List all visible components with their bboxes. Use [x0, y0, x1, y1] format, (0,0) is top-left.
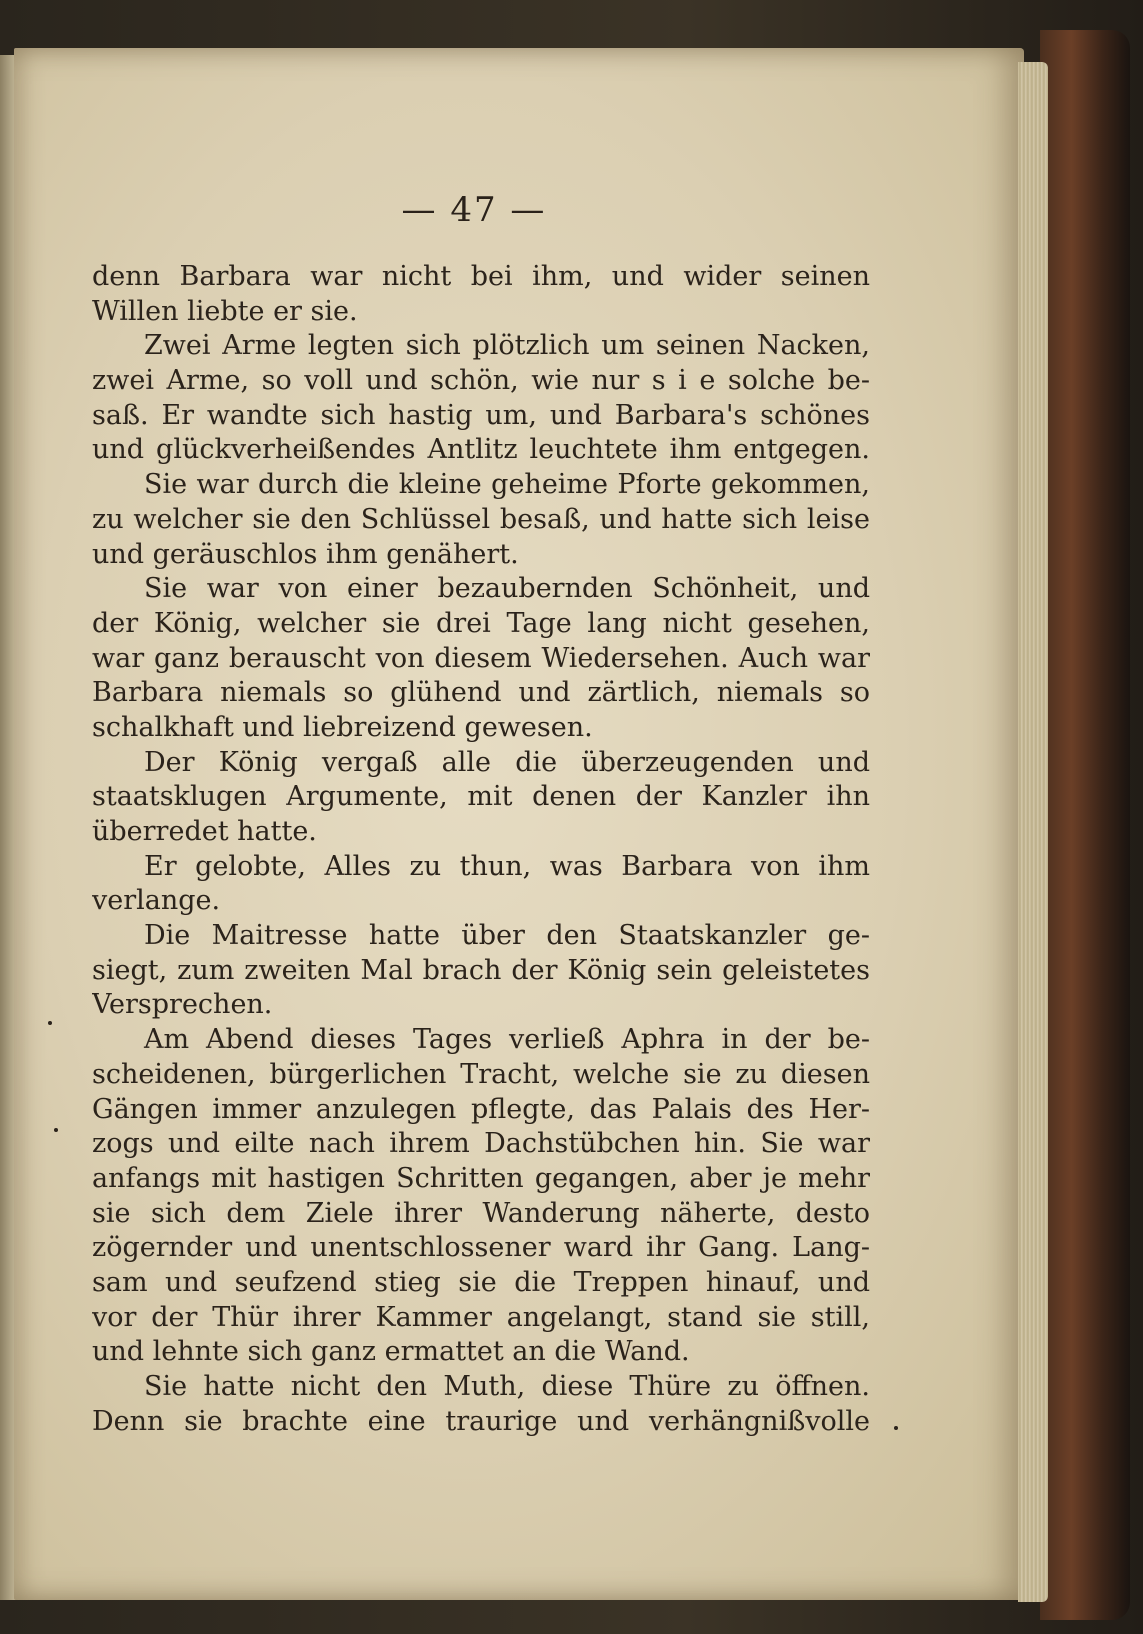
text-line: siegt, zum zweiten Mal brach der König sein geleistetes	[92, 954, 870, 986]
text-line: Die Maitresse hatte über den Staatskanzler ge-	[144, 920, 870, 952]
text-line: Zwei Arme legten sich plötzlich um seinen Nacken,	[144, 330, 870, 362]
text-line: Gängen immer anzulegen pflegte, das Palais des Her-	[92, 1093, 870, 1125]
text-line: vor der Thür ihrer Kammer angelangt, stand sie still,	[92, 1301, 870, 1333]
ink-speck	[48, 1021, 52, 1025]
text-line: zogs und eilte nach ihrem Dachstübchen hin. Sie war	[92, 1128, 870, 1160]
text-line: Barbara niemals so glühend und zärtlich, niemals so	[92, 677, 870, 709]
text-line: war ganz berauscht von diesem Wiedersehen. Auch war	[92, 642, 870, 674]
text-line: sie sich dem Ziele ihrer Wanderung näherte, desto	[92, 1197, 870, 1229]
text-line: denn Barbara war nicht bei ihm, und wider seinen	[92, 261, 870, 292]
text-line: Der König vergaß alle die überzeugenden und	[144, 746, 870, 778]
text-line: verlange.	[92, 885, 221, 917]
text-line: Denn sie brachte eine traurige und verhängnißvolle	[92, 1405, 870, 1437]
text-line: Am Abend dieses Tages verließ Aphra in der be-	[144, 1024, 870, 1056]
text-line: Sie war von einer bezaubernden Schönheit, und	[144, 573, 870, 605]
text-line: Willen liebte er sie.	[92, 295, 358, 327]
text-line: schalkhaft und liebreizend gewesen.	[92, 711, 593, 743]
text-line: scheidenen, bürgerlichen Tracht, welche sie zu diesen	[92, 1058, 870, 1090]
text-line: Er gelobte, Alles zu thun, was Barbara von ihm	[144, 850, 870, 882]
text-line: sam und seufzend stieg sie die Treppen hinauf, und	[92, 1266, 870, 1298]
text-line: und lehnte sich ganz ermattet an die Wand.	[92, 1336, 690, 1368]
text-line: zu welcher sie den Schlüssel besaß, und hatte sich leise	[92, 503, 870, 535]
text-line: der König, welcher sie drei Tage lang nicht gesehen,	[92, 607, 870, 639]
book-page	[14, 48, 1024, 1600]
text-line: überredet hatte.	[92, 816, 317, 847]
page-text	[92, 260, 870, 1439]
text-line: staatsklugen Argumente, mit denen der Kanzler ihn	[92, 781, 870, 813]
book-cover-edge	[1040, 30, 1130, 1620]
page-edges	[1018, 62, 1048, 1602]
ink-speck	[54, 1128, 58, 1132]
text-line: Versprechen.	[92, 989, 273, 1021]
ink-speck	[894, 1426, 898, 1430]
text-line: und geräuschlos ihm genähert.	[92, 538, 519, 570]
page-number: — 47 —	[401, 190, 547, 230]
text-line: anfangs mit hastigen Schritten gegangen, aber je mehr	[92, 1162, 870, 1194]
text-line: Sie war durch die kleine geheime Pforte gekommen,	[144, 469, 870, 501]
text-line: saß. Er wandte sich hastig um, und Barbara's schönes	[92, 399, 870, 431]
text-line: Sie hatte nicht den Muth, diese Thüre zu öffnen.	[144, 1371, 870, 1402]
text-line: zwei Arme, so voll und schön, wie nur s i e solche be-	[92, 365, 870, 397]
text-line: und glückverheißendes Antlitz leuchtete ihm entgegen.	[92, 434, 870, 466]
text-line: zögernder und unentschlossener ward ihr Gang. Lang-	[92, 1232, 870, 1264]
